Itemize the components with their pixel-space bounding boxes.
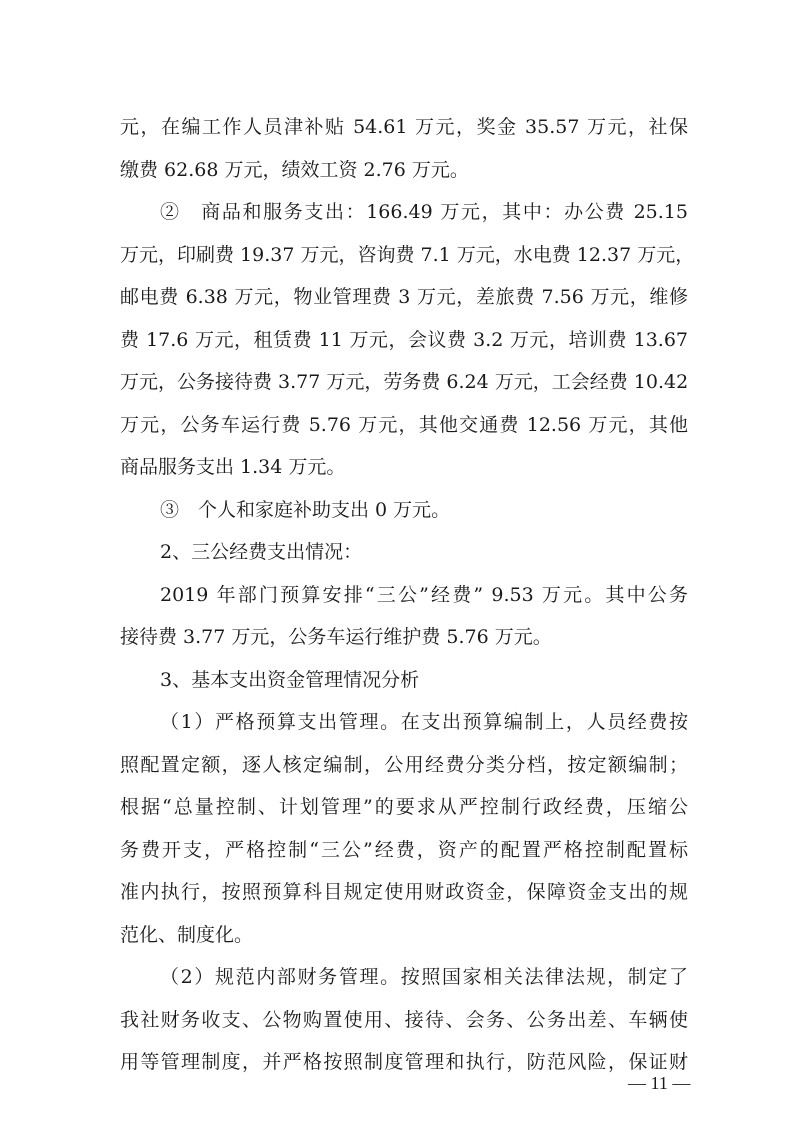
text-line: 元，在编工作人员津补贴 54.61 万元，奖金 35.57 万元，社保 <box>120 116 688 138</box>
text-line: ③ 个人和家庭补助支出 0 万元。 <box>160 498 451 521</box>
text-line: 万元，公务接待费 3.77 万元，劳务费 6.24 万元，工会经费 10.42 <box>120 371 689 393</box>
text-line: （1）严格预算支出管理。在支出预算编制上，人员经费按 <box>160 711 688 733</box>
text-line: 费 17.6 万元，租赁费 11 万元，会议费 3.2 万元，培训费 13.67 <box>120 328 688 351</box>
text-line: （2）规范内部财务管理。按照国家相关法律法规，制定了 <box>160 966 688 988</box>
text-line: 2、三公经费支出情况： <box>160 541 363 563</box>
text-line: 商品服务支出 1.34 万元。 <box>120 456 346 478</box>
text-line: 接待费 3.77 万元，公务车运行维护费 5.76 万元。 <box>120 626 552 648</box>
text-line: 缴费 62.68 万元，绩效工资 2.76 万元。 <box>120 158 469 181</box>
text-line: 准内执行，按照预算科目规定使用财政资金，保障资金支出的规 <box>120 881 688 903</box>
text-line: 万元，印刷费 19.37 万元，咨询费 7.1 万元，水电费 12.37 万元， <box>120 243 695 266</box>
text-line: 用等管理制度，并严格按照制度管理和执行，防范风险，保证财 <box>120 1051 688 1073</box>
text-line: 2019 年部门预算安排“三公”经费” 9.53 万元。其中公务 <box>160 583 688 606</box>
text-line: 万元，公务车运行费 5.76 万元，其他交通费 12.56 万元，其他 <box>120 413 688 436</box>
text-line: 范化、制度化。 <box>120 923 254 946</box>
text-line: ② 商品和服务支出：166.49 万元，其中：办公费 25.15 <box>160 201 688 223</box>
text-line: 邮电费 6.38 万元，物业管理费 3 万元，差旅费 7.56 万元，维修 <box>120 286 688 308</box>
text-line: 根据“总量控制、计划管理”的要求从严控制行政经费，压缩公 <box>120 796 688 818</box>
text-line: 3、基本支出资金管理情况分析 <box>160 668 420 691</box>
text-line: 我社财务收支、公物购置使用、接待、会务、公务出差、车辆使 <box>120 1008 688 1031</box>
page-number: — 11 — <box>628 1073 691 1093</box>
text-line: 务费开支，严格控制“三公”经费，资产的配置严格控制配置标 <box>120 838 688 861</box>
text-line: 照配置定额，逐人核定编制，公用经费分类分档，按定额编制； <box>120 753 688 776</box>
